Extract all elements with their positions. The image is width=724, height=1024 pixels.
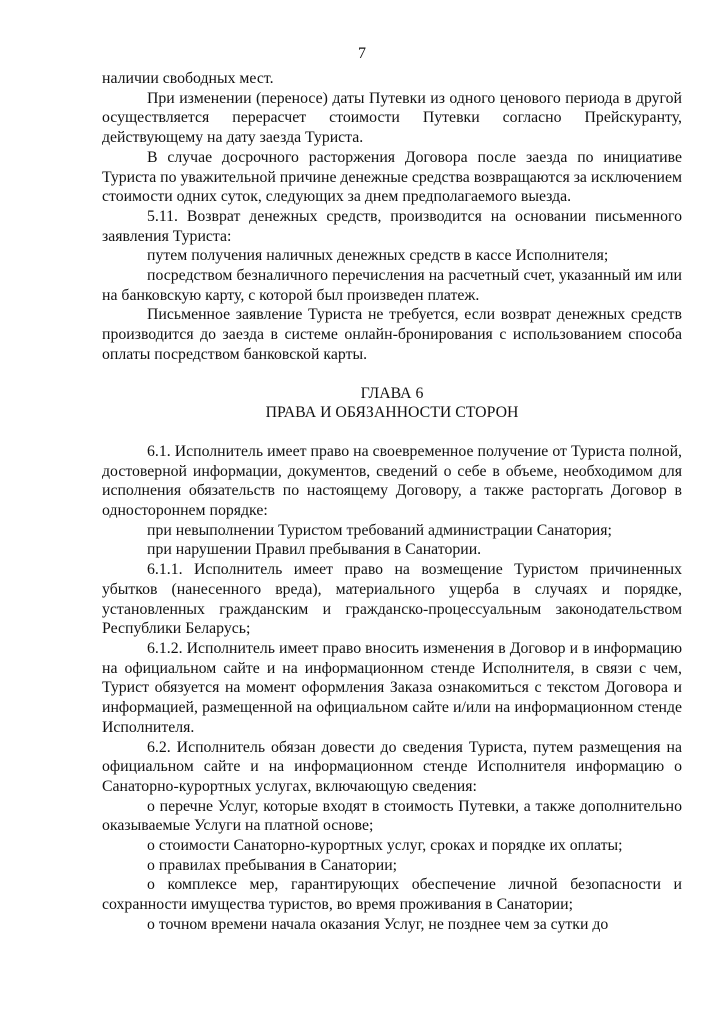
page-number: 7 [358, 45, 366, 62]
document-body [102, 69, 682, 935]
paragraph-clause-6-2: 6.2. Исполнитель обязан довести до сведения Туриста, путем размещения на официальном сайте и на информационном стенде Исполнителя информацию о Санаторно-курортных услугах, включающую сведения: [102, 738, 682, 795]
paragraph: о правилах пребывания в Санатории; [147, 856, 398, 874]
paragraph: при нарушении Правил пребывания в Санатории. [147, 541, 482, 559]
paragraph: При изменении (переносе) даты Путевки из одного ценового периода в другой осуществляется перерасчет стоимости Путевки согласно Прейскуранту, действующему на дату заезда Туриста. [102, 89, 682, 147]
paragraph: при невыполнении Туристом требований администрации Санатория; [147, 521, 612, 539]
paragraph: о точном времени начала оказания Услуг, не позднее чем за сутки до [147, 915, 609, 933]
paragraph: В случае досрочного расторжения Договора после заезда по инициативе Туриста по уважительной причине денежные средства возвращаются за исключением стоимости одних суток, следующих за днем предполагаемого выезда. [102, 148, 682, 206]
paragraph-clause-6-1-1: 6.1.1. Исполнитель имеет право на возмещение Туристом причиненных убытков (нанесенного вреда), материального ущерба в случаях и порядке, установленных гражданским и гражданско-процессуальным законодательством Республики Беларусь; [102, 561, 682, 638]
paragraph: наличии свободных мест. [102, 70, 274, 87]
paragraph-clause-6-1-2: 6.1.2. Исполнитель имеет право вносить изменения в Договор и в информацию на официальном сайте и на информационном стенде Исполнителя, в связи с чем, Турист обязуется на момент оформления Заказа ознакомиться с текстом Договора и информацией, размещенной на официальном сайте и/или на информационном стенде Исполнителя. [102, 639, 682, 736]
chapter-number: ГЛАВА 6 [360, 384, 424, 402]
chapter-title: ПРАВА И ОБЯЗАННОСТИ СТОРОН [265, 404, 519, 422]
paragraph: Письменное заявление Туриста не требуется, если возврат денежных средств производится до заезда в системе онлайн-бронирования с использованием способа оплаты посредством банковской карты. [102, 306, 682, 363]
paragraph: о комплексе мер, гарантирующих обеспечение личной безопасности и сохранности имущества туристов, во время проживания в Санатории; [102, 876, 682, 914]
paragraph-clause-5-11: 5.11. Возврат денежных средств, производится на основании письменного заявления Туриста: [102, 207, 682, 245]
paragraph: о стоимости Санаторно-курортных услуг, сроках и порядке их оплаты; [147, 837, 623, 855]
paragraph-clause-6-1: 6.1. Исполнитель имеет право на своевременное получение от Туриста полной, достоверной информации, документов, сведений о себе в объеме, необходимом для исполнения обязательств по настоящему Договору, а также расторгать Договор в одностороннем порядке: [102, 442, 682, 520]
paragraph: посредством безналичного перечисления на расчетный счет, указанный им или на банковскую карту, с которой был произведен платеж. [102, 267, 682, 304]
paragraph: о перечне Услуг, которые входят в стоимость Путевки, а также дополнительно оказываемые Услуги на платной основе; [102, 797, 682, 835]
paragraph: путем получения наличных денежных средств в кассе Исполнителя; [147, 247, 609, 265]
